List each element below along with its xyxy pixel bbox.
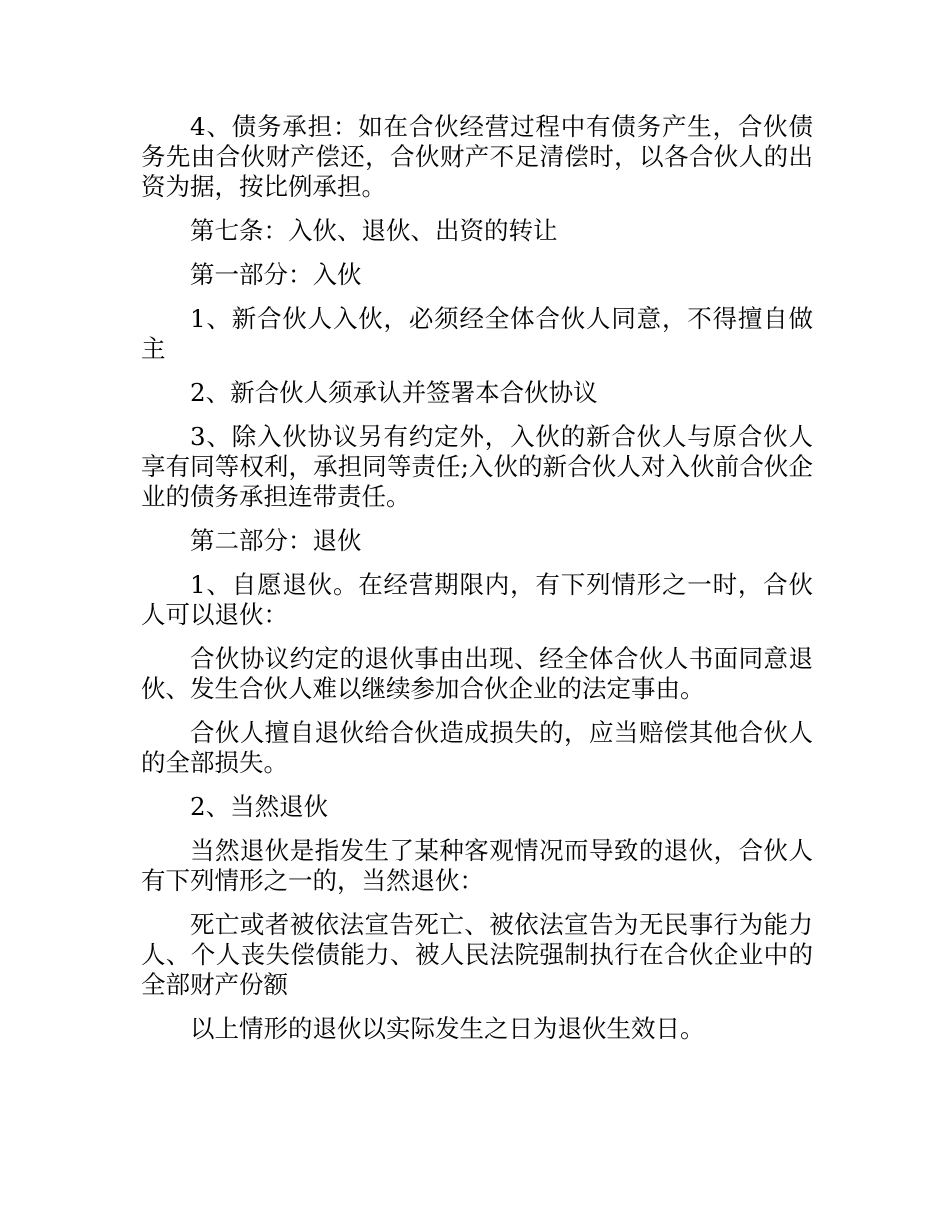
paragraph-automatic-causes: 死亡或者被依法宣告死亡、被依法宣告为无民事行为能力人、个人丧失偿债能力、被人民法院强制执行在合伙企业中的全部财产份额	[141, 910, 813, 999]
paragraph-effective-date: 以上情形的退伙以实际发生之日为退伙生效日。	[190, 1014, 705, 1043]
heading-part-two-withdrawal: 第二部分：退伙	[190, 526, 362, 555]
document-page	[141, 112, 813, 1058]
paragraph-admission-rights: 3、除入伙协议另有约定外，入伙的新合伙人与原合伙人享有同等权利，承担同等责任;入伙的新合伙人对入伙前合伙企业的债务承担连带责任。	[141, 422, 813, 511]
paragraph-withdrawal-causes: 合伙协议约定的退伙事由出现、经全体合伙人书面同意退伙、发生合伙人难以继续参加合伙企业的法定事由。	[141, 644, 813, 703]
heading-automatic-withdrawal: 2、当然退伙	[190, 792, 329, 821]
heading-part-one-admission: 第一部分：入伙	[190, 260, 362, 289]
paragraph-voluntary-withdrawal: 1、自愿退伙。在经营期限内，有下列情形之一时，合伙人可以退伙：	[141, 570, 813, 629]
heading-article-seven: 第七条：入伙、退伙、出资的转让	[190, 216, 558, 245]
paragraph-admission-sign: 2、新合伙人须承认并签署本合伙协议	[190, 378, 598, 407]
paragraph-withdrawal-compensation: 合伙人擅自退伙给合伙造成损失的，应当赔偿其他合伙人的全部损失。	[141, 718, 813, 777]
paragraph-admission-consent: 1、新合伙人入伙，必须经全体合伙人同意，不得擅自做主	[141, 304, 813, 363]
paragraph-debt-bearing: 4、债务承担：如在合伙经营过程中有债务产生，合伙债务先由合伙财产偿还，合伙财产不足清偿时，以各合伙人的出资为据，按比例承担。	[141, 112, 813, 201]
paragraph-automatic-definition: 当然退伙是指发生了某种客观情况而导致的退伙，合伙人有下列情形之一的，当然退伙：	[141, 836, 813, 895]
